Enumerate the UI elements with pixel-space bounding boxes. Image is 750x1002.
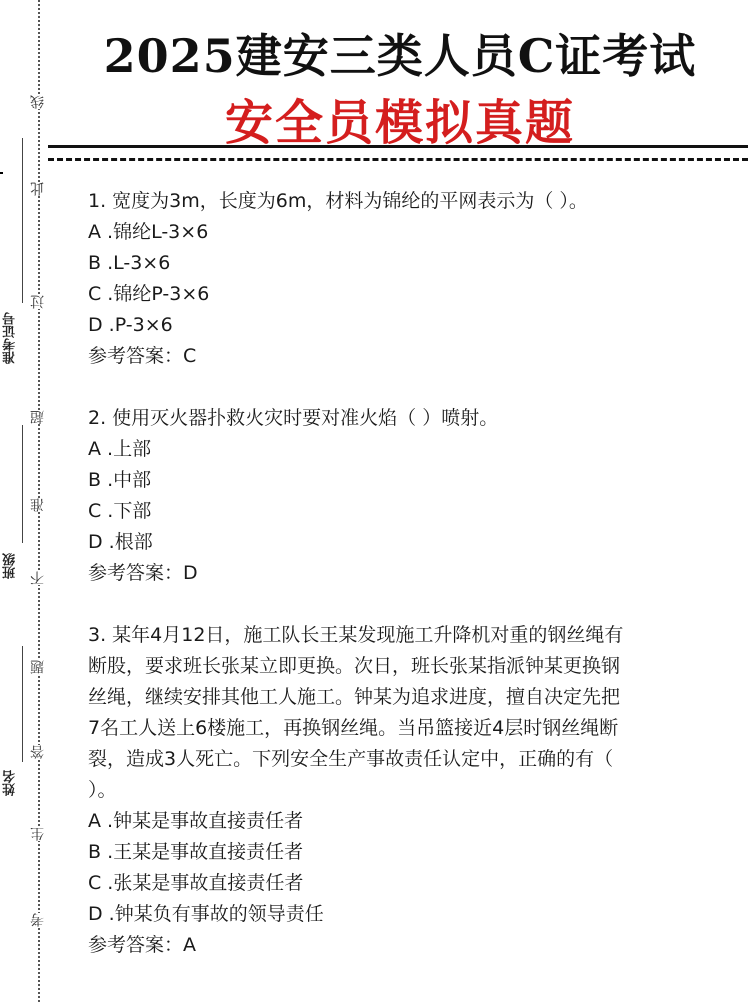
question-stem-line: 3. 某年4月12日，施工队长王某发现施工升降机对重的钢丝绳有: [88, 624, 624, 646]
header-solid-rule: [48, 145, 748, 148]
question-2: [88, 403, 728, 589]
option-d: D .钟某负有事故的领导责任: [88, 903, 324, 925]
option-a: A .钟某是事故直接责任者: [88, 810, 304, 832]
option-b: B .中部: [88, 469, 152, 491]
question-1: [88, 186, 728, 372]
option-d: D .P-3×6: [88, 314, 173, 336]
option-a: A .上部: [88, 438, 152, 460]
margin-word: 超: [30, 410, 46, 424]
name-label: 姓名: [3, 770, 18, 796]
question-list: [88, 186, 728, 992]
question-stem-line: 丝绳，继续安排其他工人施工。钟某为追求进度，擅自决定先把: [88, 686, 621, 708]
name-line: [22, 646, 23, 762]
page-title: 2025建安三类人员C证考试: [103, 29, 697, 83]
question-stem: 1. 宽度为3m，长度为6m，材料为锦纶的平网表示为（ ）。: [88, 190, 588, 212]
margin-word: 答: [30, 745, 46, 759]
class-line: [22, 425, 23, 543]
margin-word: 不: [30, 571, 46, 585]
page-subtitle: 安全员模拟真题: [224, 95, 575, 151]
question-stem-line: 7名工人送上6楼施工，再换钢丝绳。当吊篮接近4层时钢丝绳断: [88, 717, 619, 739]
margin-word: 考: [30, 913, 46, 927]
margin-word: 生: [30, 827, 46, 841]
option-d: D .根部: [88, 531, 153, 553]
option-b: B .L-3×6: [88, 252, 171, 274]
class-label: 班级: [3, 553, 18, 579]
header-dashed-rule: [48, 158, 748, 161]
option-b: B .王某是事故直接责任者: [88, 841, 304, 863]
option-a: A .锦纶L-3×6: [88, 221, 209, 243]
margin-word: 过: [30, 295, 46, 309]
question-stem: 2. 使用灭火器扑救火灾时要对准火焰（ ）喷射。: [88, 407, 499, 429]
question-stem-line: 断股，要求班长张某立即更换。次日，班长张某指派钟某更换钢: [88, 655, 621, 677]
margin-word: 题: [30, 660, 46, 674]
margin-word: 线: [30, 95, 46, 109]
reference-answer: 参考答案：A: [88, 934, 196, 956]
question-stem-line: ）。: [88, 779, 117, 801]
option-c: C .下部: [88, 500, 152, 522]
question-3: [88, 620, 728, 961]
edge-tick-mark: [0, 172, 3, 174]
exam-number-line: [22, 138, 23, 303]
option-c: C .张某是事故直接责任者: [88, 872, 304, 894]
reference-answer: 参考答案：D: [88, 562, 198, 584]
margin-word: 准: [30, 498, 46, 512]
margin-word: 此: [30, 182, 46, 196]
exam-number-label: 准考证号: [3, 312, 18, 364]
question-stem-line: 裂，造成3人死亡。下列安全生产事故责任认定中，正确的有（: [88, 748, 614, 770]
reference-answer: 参考答案：C: [88, 345, 197, 367]
option-c: C .锦纶P-3×6: [88, 283, 210, 305]
